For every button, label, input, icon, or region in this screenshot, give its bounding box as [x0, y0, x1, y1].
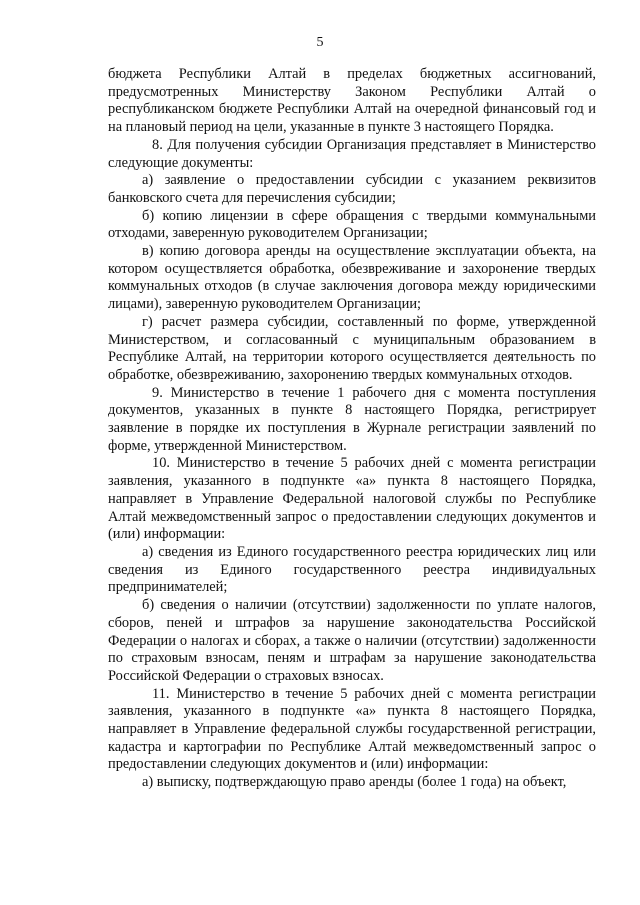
paragraph-8v: в) копию договора аренды на осуществление эксплуатации объекта, на котором осуществляется обработка, обезвреживание и захоронение твердых коммунальных отходов (в случае заключения договора между юридическими лицами), заверенную руководителем Организации;: [108, 243, 596, 313]
paragraph-9: 9. Министерство в течение 1 рабочего дня с момента поступления документов, указанных в пункте 8 настоящего Порядка, регистрирует заявление в порядке их поступления в Журнале регистрации заявлений по форме, утвержденной Министерством.: [108, 384, 596, 454]
paragraph-10b: б) сведения о наличии (отсутствии) задолженности по уплате налогов, сборов, пеней и штрафов за нарушение законодательства Российской Федерации о налогах и сборах, а также о наличии (отсутствии) задолженности по страховым взносам, пеням и штрафам за нарушение законодательства Российской Федерации о страховых взносах.: [108, 597, 596, 684]
paragraph-11a: а) выписку, подтверждающую право аренды (более 1 года) на объект,: [142, 774, 567, 791]
paragraph-10a: а) сведения из Единого государственного реестра юридических лиц или сведения из Единого государственного реестра индивидуальных предпринимателей;: [108, 543, 596, 596]
paragraph-8: 8. Для получения субсидии Организация представляет в Министерство следующие документы:: [108, 136, 596, 171]
paragraph-11: 11. Министерство в течение 5 рабочих дней с момента регистрации заявления, указанного в подпункте «а» пункта 8 настоящего Порядка, направляет в Управление федеральной службы государственной регистрации, кадастра и картографии по Республике Алтай межведомственный запрос о предоставлении следующих документов и (или) информации:: [108, 685, 596, 773]
paragraph-10: 10. Министерство в течение 5 рабочих дней с момента регистрации заявления, указанного в подпункте «а» пункта 8 настоящего Порядка, направляет в Управление Федеральной налоговой службы по Республике Алтай межведомственный запрос о предоставлении следующих документов и (или) информации:: [108, 455, 596, 543]
paragraph-8b: б) копию лицензии в сфере обращения с твердыми коммунальными отходами, заверенную руководителем Организации;: [108, 207, 596, 242]
paragraph-budget-continuation: бюджета Республики Алтай в пределах бюджетных ассигнований, предусмотренных Министерству Законом Республики Алтай о республиканском бюджете Республики Алтай на очередной финансовый год и на плановый период на цели, указанные в пункте 3 настоящего Порядка.: [108, 66, 596, 136]
document-body: [108, 66, 596, 792]
paragraph-8g: г) расчет размера субсидии, составленный по форме, утвержденной Министерством, и согласованный с муниципальным образованием в Республике Алтай, на территории которого осуществляется деятельность по обработке, обезвреживанию, захоронению твердых коммунальных отходов.: [108, 313, 596, 383]
paragraph-8a: а) заявление о предоставлении субсидии с указанием реквизитов банковского счета для перечисления субсидии;: [108, 172, 596, 206]
page-number: 5: [316, 35, 324, 50]
